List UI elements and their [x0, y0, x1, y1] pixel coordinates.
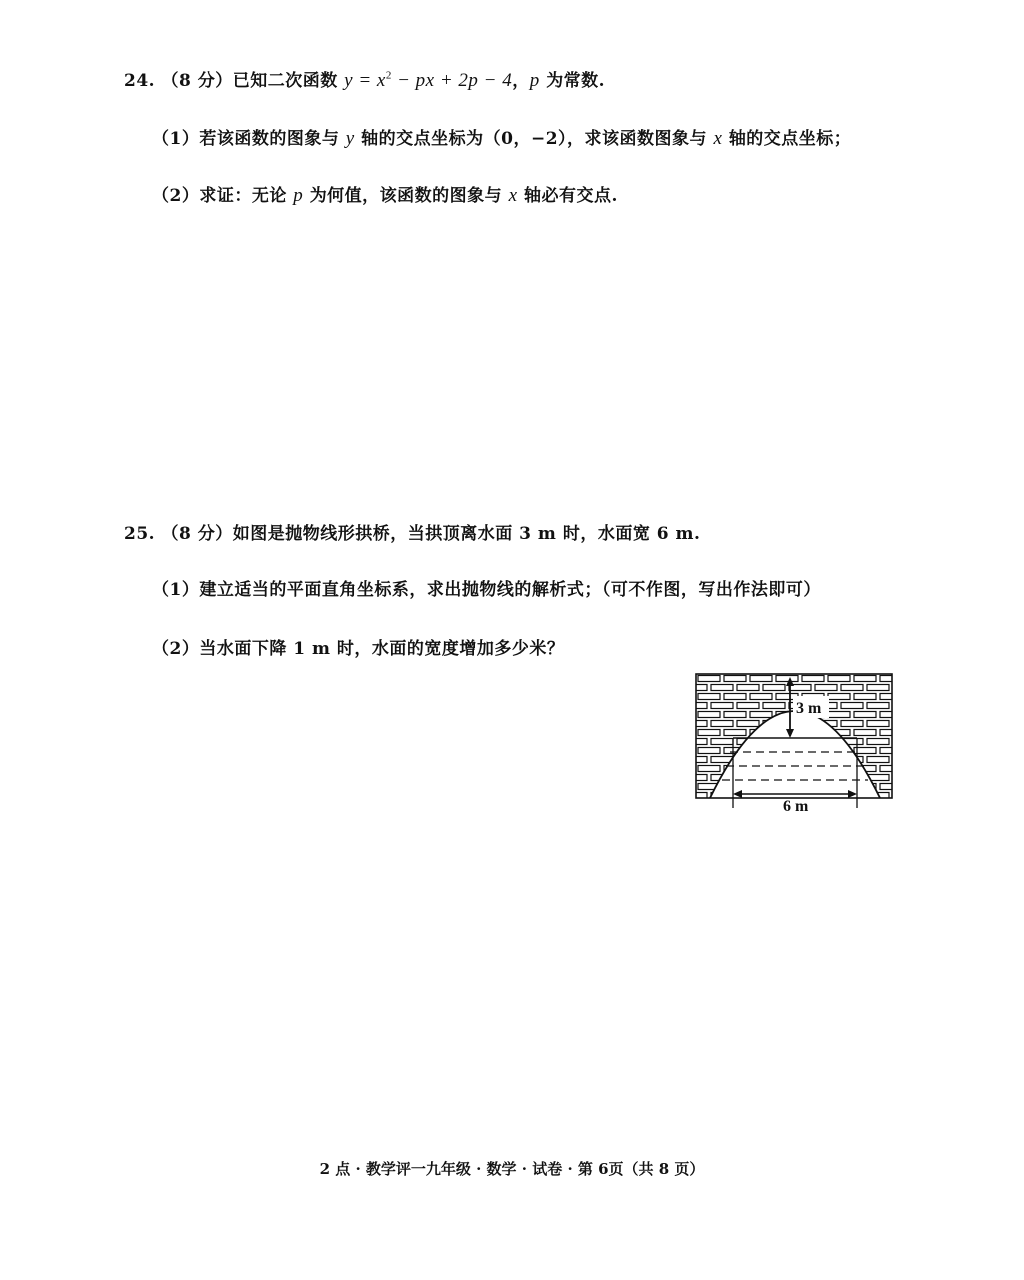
- q24-part1: [152, 124, 851, 150]
- q24-part2: [152, 181, 618, 207]
- q24-part1-var-y: y: [345, 128, 355, 149]
- q25-part2: [152, 634, 564, 659]
- q24-part2-text-a: 求证：无论: [199, 186, 287, 206]
- q24-part1-label: （1）: [152, 129, 200, 149]
- q24-part1-var-x: x: [713, 128, 723, 149]
- q24-formula: [344, 70, 512, 91]
- q24-part2-text-c: 轴必有交点.: [523, 186, 618, 206]
- q24-score: （8 分）: [161, 71, 233, 91]
- q24-part1-text-b: 轴的交点坐标为（0，−2），求该函数图象与: [361, 129, 708, 149]
- q24-number: 24.: [124, 71, 156, 91]
- q24-tail: 为常数.: [546, 71, 606, 91]
- q24-part2-text-b: 为何值，该函数的图象与: [309, 186, 503, 206]
- q24-intro: 已知二次函数: [232, 71, 338, 91]
- q24-part1-text-c: 轴的交点坐标；: [728, 129, 852, 149]
- q24-part1-text-a: 若该函数的图象与: [199, 129, 340, 149]
- height-arrow-head-bottom: [786, 729, 794, 738]
- q25-part1: [152, 575, 821, 600]
- q25-part1-text: 建立适当的平面直角坐标系，求出抛物线的解析式；（可不作图，写出作法即可）: [199, 580, 821, 600]
- q25-number: 25.: [124, 524, 156, 544]
- q24-part2-var-x: x: [508, 185, 518, 206]
- q24-sep: ，: [512, 71, 530, 91]
- height-label: 3 m: [796, 700, 822, 717]
- q25-part2-text: 当水面下降 1 m 时，水面的宽度增加多少米？: [199, 639, 565, 659]
- q25-part2-label: （2）: [152, 639, 200, 659]
- q24-formula-pre: y = x: [344, 70, 386, 91]
- q25-intro: 如图是抛物线形拱桥，当拱顶离水面 3 m 时，水面宽 6 m.: [232, 524, 701, 544]
- q24-part2-var-p: p: [293, 185, 304, 206]
- q24-formula-exp: 2: [385, 69, 392, 82]
- q25-part1-label: （1）: [152, 580, 200, 600]
- q24-formula-post: − px + 2p − 4: [391, 70, 513, 91]
- q24-param: p: [529, 70, 540, 91]
- page-footer: 2 点 · 教学评一九年级 · 数学 · 试卷 · 第 6页（共 8 页）: [319, 1160, 705, 1178]
- q25-score: （8 分）: [161, 524, 233, 544]
- q24-part2-label: （2）: [152, 186, 200, 206]
- arch-bridge-figure: [690, 668, 900, 818]
- width-arrow-head-right: [848, 790, 857, 798]
- q24-title: [124, 66, 605, 92]
- width-label: 6 m: [783, 798, 809, 815]
- q25-title: [124, 519, 700, 544]
- width-arrow-head-left: [733, 790, 742, 798]
